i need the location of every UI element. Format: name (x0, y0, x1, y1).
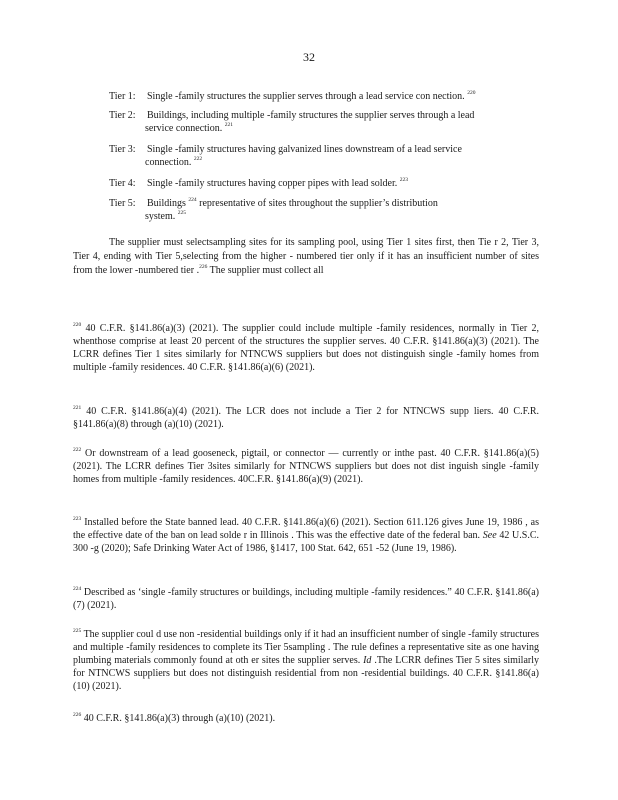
footnote-number: 226 (73, 712, 82, 718)
tier-text: Buildings (147, 198, 186, 209)
footnote-220 (73, 322, 539, 374)
tier-text-continued: connection. (145, 157, 192, 168)
footnote-text: 40 C.F.R. §141.86(a)(3) (2021). The supplier could include multiple -family residences, normally in Tier 2, whenthose comprise at least 20 percent of the structures the supplier serves. 40 C.F.R. §141.86(a)(3) (2021). The LCRR defines Tier 1 sites similarly for NTNCWS suppliers but does not distinguish single -family homes from multiple -family residences. 40 C.F.R. §141.86(a)(6) (2021). (73, 323, 540, 373)
footnote-ref: 223 (399, 177, 408, 183)
footnote-text: Installed before the State banned lead. 40 C.F.R. §141.86(a)(6) (2021). Section 611.126 gives June 19, 1986 , as the effective date of the ban on lead solde r in Illinois . This was the effective date of the federal ban. (73, 517, 540, 541)
footnote-text-after: .The LCRR defines Tier 5 sites similarly for NTNCWS suppliers but does not distinguish residential from non -residential buildings. 40 C.F.R. §141.86(a)(10) (2021). (73, 655, 540, 692)
footnote-number: 220 (73, 322, 82, 328)
tier-text-after: representative of sites throughout the supplier’s distribution (199, 198, 438, 209)
footnote-text-after: 42 U.S.C. 300 -g (2020); Safe Drinking Water Act of 1986, §1417, 100 Stat. 642, 651 -52 (June 19, 1986). (73, 530, 540, 554)
tier-3-item (109, 143, 541, 169)
tier-label: Tier 4: (109, 178, 136, 189)
tier-label: Tier 5: (109, 198, 136, 209)
tier-2-item (109, 109, 541, 135)
footnote-223 (73, 516, 539, 555)
footnote-226 (73, 712, 539, 725)
body-text-after: The supplier must collect all (209, 265, 324, 276)
footnote-number: 222 (73, 447, 82, 453)
tier-5-item (109, 197, 541, 223)
footnote-text: The supplier coul d use non -residential buildings only if it had an insufficient number of single -family structures and multiple -family residences to complete its Tier 5sampling . The rule defines a representative site as one having plumbing materials commonly found at oth er sites the supplier serves. (73, 629, 539, 666)
footnote-text: 40 C.F.R. §141.86(a)(3) through (a)(10) (2021). (83, 713, 276, 724)
footnote-ref: 224 (188, 197, 197, 203)
body-paragraph (73, 236, 539, 278)
tier-label: Tier 1: (109, 91, 136, 102)
tier-label: Tier 3: (109, 144, 136, 155)
footnote-number: 221 (73, 405, 82, 411)
footnote-224 (73, 586, 539, 612)
tier-text-continued: system. (145, 211, 176, 222)
footnote-number: 225 (73, 628, 82, 634)
footnote-text: 40 C.F.R. §141.86(a)(4) (2021). The LCR does not include a Tier 2 for NTNCWS supp liers. 40 C.F.R. §141.86(a)(8) through (a)(10) (2021). (73, 406, 540, 430)
footnote-text: Described as ‘single -family structures or buildings, including multiple -family residences.” 40 C.F.R. §141.86(a)(7) (2021). (73, 587, 539, 611)
tier-text-continued: service connection. (145, 123, 223, 134)
footnote-signal: Id (363, 655, 372, 666)
tier-label: Tier 2: (109, 110, 136, 121)
tier-1-item (109, 90, 541, 103)
footnote-ref: 221 (224, 122, 233, 128)
footnote-number: 223 (73, 516, 82, 522)
body-text: The supplier must selectsampling sites for its sampling pool, using Tier 1 sites first, then Tie r 2, Tier 3, Tier 4, ending with Tier 5,selecting from the higher - numbered tier only if it has an insufficient number of sites from the lower -numbered tier . (73, 237, 539, 276)
tier-text: Single -family structures the supplier serves through a lead service con nection. (147, 91, 465, 102)
footnote-text: Or downstream of a lead gooseneck, pigtail, or connector — currently or inthe past. 40 C.F.R. §141.86(a)(5) (2021). The LCRR defines Tier 3sites similarly for NTNCWS suppliers but does not dist inguish single -family homes from multiple -family residences. 40C.F.R. §141.86(a)(9) (2021). (73, 448, 539, 485)
tier-text: Single -family structures having copper pipes with lead solder. (147, 178, 398, 189)
page-number: 32 (303, 50, 315, 64)
footnote-222 (73, 447, 539, 486)
footnote-221 (73, 405, 539, 431)
footnote-number: 224 (73, 586, 82, 592)
footnote-ref: 225 (177, 210, 187, 216)
tier-text: Buildings, including multiple -family structures the supplier serves through a lead (147, 110, 475, 121)
footnote-ref: 226 (199, 264, 208, 270)
tier-text: Single -family structures having galvanized lines downstream of a lead service (147, 144, 462, 155)
tier-4-item (109, 177, 541, 190)
footnote-225 (73, 628, 539, 693)
footnote-ref: 220 (467, 90, 476, 96)
footnote-ref: 222 (193, 156, 203, 162)
footnote-signal: See (482, 530, 497, 541)
